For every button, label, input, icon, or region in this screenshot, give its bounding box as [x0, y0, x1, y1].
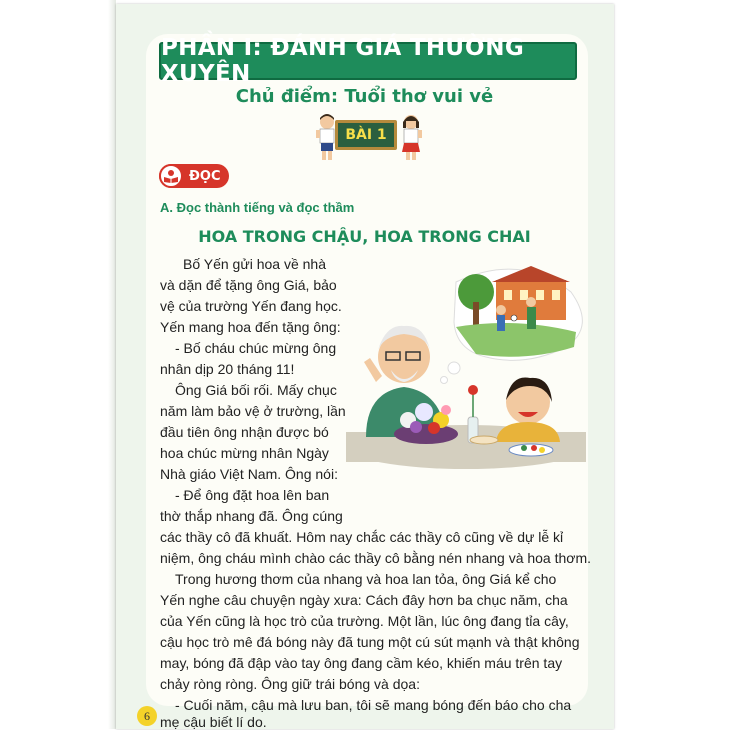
story-line: Trong hương thơm của nhang và hoa lan tỏa, ông Giá kể cho — [175, 571, 557, 587]
page-gutter — [108, 0, 116, 729]
section-label: ĐỌC — [189, 168, 221, 184]
story-line: của Yến cũng là học trò của trường. Một lần, lúc ông đang tỉa cây, — [160, 613, 569, 629]
reading-book-icon — [159, 164, 183, 188]
girl-student-icon — [397, 112, 425, 162]
story-line: chảy ròng ròng. Ông giữ trái bóng và dọa: — [160, 676, 420, 692]
lesson-label: BÀI 1 — [345, 127, 387, 143]
story-line: - Để ông đặt hoa lên ban — [175, 487, 330, 503]
page-number: 6 — [137, 706, 157, 726]
section-badge — [159, 164, 229, 188]
story-line: năm làm bảo vệ ở trường, lần — [160, 403, 346, 419]
story-line: Ông Giá bối rối. Mấy chục — [175, 382, 337, 398]
story-line: may, bóng đã đập vào tay ông đang cầm kéo, khiến máu trên tay — [160, 655, 563, 671]
part-title-banner — [159, 35, 577, 87]
story-line: - Bố cháu chúc mừng ông — [175, 340, 337, 356]
story-line: - Cuối năm, cậu mà lưu ban, tôi sẽ mang bóng đến báo cho cha — [175, 697, 572, 713]
story-line: đầu tiên ông nhận được bó — [160, 424, 329, 440]
part-title: PHẦN I: ĐÁNH GIÁ THƯỜNG XUYÊN — [161, 35, 525, 87]
story-line: Nhà giáo Việt Nam. Ông nói: — [160, 466, 338, 482]
story-line: thờ thắp nhang đã. Ông cúng — [160, 508, 343, 524]
story-line: hoa chúc mừng nhân Ngày — [160, 445, 329, 461]
story-line: cậu học trò mê đá bóng này đã tung một cú sút mạnh và thật không — [160, 634, 580, 650]
story-line: vệ của trường Yến đang học. — [160, 298, 342, 314]
story-line: Yến mang hoa đến tặng ông: — [160, 319, 341, 335]
story-line: Yến nghe câu chuyện ngày xưa: Cách đây hơn ba chục năm, cha — [160, 592, 568, 608]
story-line: nhân dịp 20 tháng 11! — [160, 361, 295, 377]
lesson-board — [335, 120, 397, 150]
story-line: và dặn để tặng ông Giá, bảo — [160, 277, 337, 293]
story-line: niệm, ông cháu mình chào các thầy cô bằng nén nhang và hoa thơm. — [160, 550, 592, 566]
story-line: các thầy cô đã khuất. Hôm nay chắc các thầy cô cũng về dự lễ kỉ — [160, 529, 564, 545]
story-title: HOA TRONG CHẬU, HOA TRONG CHAI — [198, 227, 531, 246]
grandfather-and-boy-with-flowers-illustration — [346, 262, 586, 472]
story-line: Bố Yến gửi hoa về nhà — [183, 256, 327, 272]
story-line: mẹ cậu biết lí do. — [160, 714, 267, 730]
theme-title: Chủ điểm: Tuổi thơ vui vẻ — [235, 86, 494, 107]
section-subheading: A. Đọc thành tiếng và đọc thầm — [160, 200, 355, 215]
